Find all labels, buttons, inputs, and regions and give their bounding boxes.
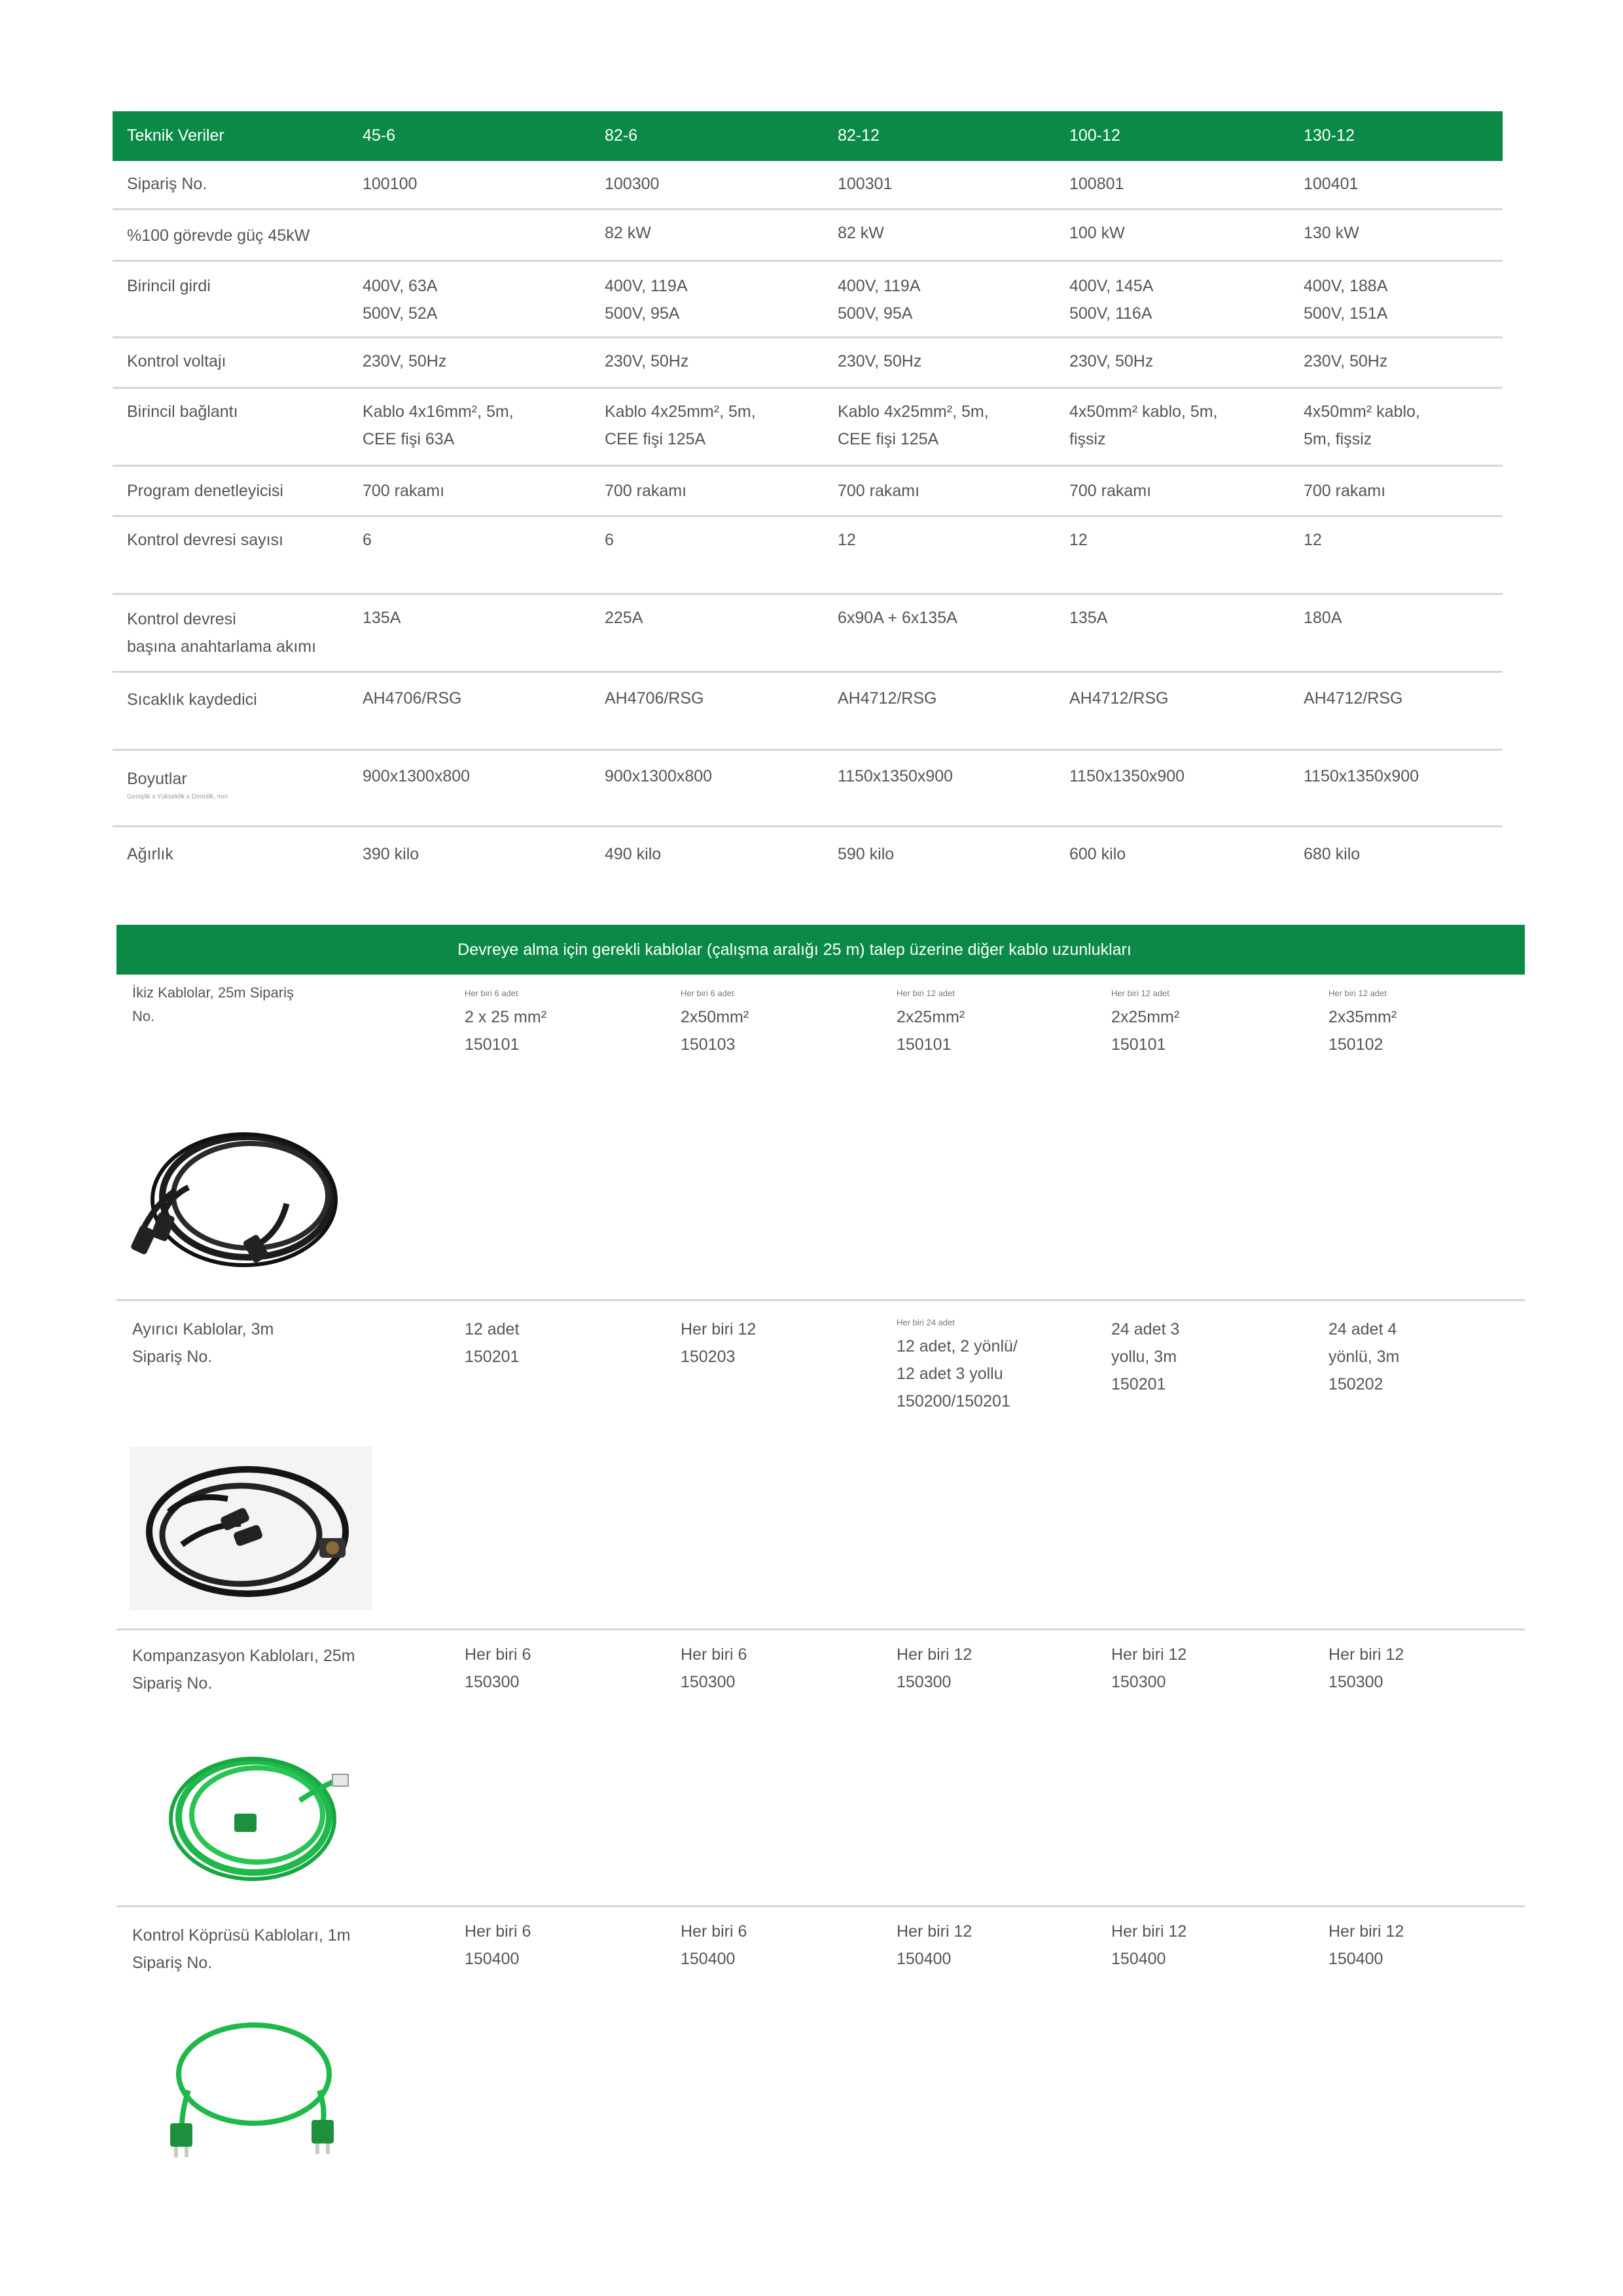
cable-cell: Her biri 6 150400 — [465, 1922, 531, 1968]
green-bridge-cable-icon — [156, 2012, 352, 2169]
row-value: 390 kilo — [363, 845, 419, 863]
row-value: 4x50mm² kablo, 5m, fişsiz — [1304, 403, 1420, 448]
row-value: 600 kilo — [1069, 845, 1126, 863]
cable-cell: Her biri 6 150400 — [681, 1922, 747, 1968]
row-value: 700 rakamı — [838, 482, 920, 500]
table-row — [113, 389, 1503, 467]
tech-header-label: Teknik Veriler — [127, 126, 224, 145]
cable-cell: Her biri 24 adet 12 adet, 2 yönlü/ 12 adet 3 yollu 150200/150201 — [897, 1318, 1018, 1410]
black-splitter-cable-icon — [130, 1446, 372, 1610]
row-value: 700 rakamı — [605, 482, 687, 500]
table-row — [116, 1301, 1525, 1630]
row-value: 230V, 50Hz — [605, 352, 689, 370]
row-label: %100 görevde güç 45kW — [127, 226, 310, 245]
cable-cell: Her biri 12 150400 — [897, 1922, 972, 1968]
table-row — [113, 751, 1503, 827]
table-row — [113, 338, 1503, 389]
table-row — [113, 467, 1503, 517]
row-label: Sıcaklık kaydedici — [127, 691, 257, 709]
table-row — [113, 262, 1503, 338]
row-value: 100301 — [838, 175, 893, 193]
tech-header-model: 82-12 — [838, 126, 880, 145]
row-value: 700 rakamı — [1304, 482, 1386, 500]
cable-cell: Her biri 6 150300 — [681, 1645, 747, 1691]
technical-data-table — [113, 111, 1503, 884]
row-value: AH4706/RSG — [363, 689, 462, 708]
row-value: 100 kW — [1069, 224, 1125, 242]
row-value: 6x90A + 6x135A — [838, 609, 957, 627]
row-value: 135A — [1069, 609, 1108, 627]
row-value: 400V, 188A 500V, 151A — [1304, 277, 1388, 323]
row-label: İkiz Kablolar, 25m Sipariş No. — [132, 984, 294, 1024]
row-value: 400V, 63A 500V, 52A — [363, 277, 438, 323]
cable-cell: Her biri 12 150203 — [681, 1320, 757, 1366]
row-value: 490 kilo — [605, 845, 662, 863]
cable-cell: 24 adet 4 yönlü, 3m 150202 — [1329, 1320, 1400, 1393]
row-label: Kontrol voltajı — [127, 352, 226, 370]
row-value: 135A — [363, 609, 401, 627]
row-value: 680 kilo — [1304, 845, 1361, 863]
tech-header-model: 45-6 — [363, 126, 396, 145]
table-row — [113, 517, 1503, 595]
row-value: 900x1300x800 — [363, 767, 471, 785]
row-value: Kablo 4x25mm², 5m, CEE fişi 125A — [605, 403, 756, 448]
tech-header-model: 100-12 — [1069, 126, 1120, 145]
row-value: 230V, 50Hz — [363, 352, 447, 370]
row-value: 590 kilo — [838, 845, 895, 863]
row-value: AH4712/RSG — [838, 689, 937, 708]
cable-cell: Her biri 12 150300 — [897, 1645, 972, 1691]
table-row — [113, 161, 1503, 210]
row-label: Kontrol devresi sayısı — [127, 531, 283, 549]
cable-cell: 12 adet 150201 — [465, 1320, 520, 1366]
row-value: 12 — [838, 531, 856, 549]
row-label: Ayırıcı Kablolar, 3m Sipariş No. — [132, 1320, 274, 1366]
row-value: 100100 — [363, 175, 418, 193]
row-value: 6 — [363, 531, 372, 549]
row-value: 100300 — [605, 175, 660, 193]
cable-cell: Her biri 12 adet 2x25mm² 150101 — [897, 988, 965, 1054]
row-value: 6 — [605, 531, 614, 549]
cable-cell: Her biri 12 150300 — [1329, 1645, 1404, 1691]
row-value: 4x50mm² kablo, 5m, fişsiz — [1069, 403, 1218, 448]
row-value: 1150x1350x900 — [1069, 767, 1185, 785]
cable-cell: Her biri 6 150300 — [465, 1645, 531, 1691]
tech-header-model: 82-6 — [605, 126, 638, 145]
row-label: Kompanzasyon Kabloları, 25m Sipariş No. — [132, 1647, 355, 1693]
row-label: Kontrol Köprüsü Kabloları, 1m Sipariş No. — [132, 1926, 351, 1972]
cable-cell: Her biri 12 150400 — [1329, 1922, 1404, 1968]
row-value: 12 — [1304, 531, 1322, 549]
table-row — [113, 673, 1503, 751]
row-value: 400V, 119A 500V, 95A — [605, 277, 688, 323]
row-value: 100401 — [1304, 175, 1359, 193]
row-value: 82 kW — [605, 224, 651, 242]
row-value: 1150x1350x900 — [1304, 767, 1419, 785]
row-value: 100801 — [1069, 175, 1124, 193]
row-value: 230V, 50Hz — [1304, 352, 1388, 370]
row-value: 180A — [1304, 609, 1342, 627]
row-value: 82 kW — [838, 224, 884, 242]
tech-header-model: 130-12 — [1304, 126, 1355, 145]
cable-cell: Her biri 12 adet 2x35mm² 150102 — [1329, 988, 1397, 1054]
row-value: 130 kW — [1304, 224, 1359, 242]
row-value: AH4706/RSG — [605, 689, 704, 708]
cable-cell: 24 adet 3 yollu, 3m 150201 — [1111, 1320, 1180, 1393]
row-value: 230V, 50Hz — [1069, 352, 1154, 370]
row-value: 700 rakamı — [1069, 482, 1152, 500]
black-twin-cable-icon — [130, 1119, 352, 1276]
tech-header-row — [113, 111, 1503, 161]
table-row — [113, 595, 1503, 673]
cable-cell: Her biri 6 adet 2 x 25 mm² 150101 — [465, 988, 547, 1054]
cable-cell: Her biri 12 150400 — [1111, 1922, 1187, 1968]
row-value: 400V, 119A 500V, 95A — [838, 277, 921, 323]
row-value: AH4712/RSG — [1069, 689, 1169, 708]
row-label: Ağırlık — [127, 845, 173, 863]
table-row — [116, 1630, 1525, 1907]
row-label: Kontrol devresi başına anahtarlama akımı — [127, 610, 317, 656]
row-value: 900x1300x800 — [605, 767, 713, 785]
cable-cell: Her biri 12 150300 — [1111, 1645, 1187, 1691]
green-compensation-cable-icon — [169, 1742, 365, 1886]
row-value: 230V, 50Hz — [838, 352, 922, 370]
row-value: Kablo 4x25mm², 5m, CEE fişi 125A — [838, 403, 989, 448]
cable-cell: Her biri 12 adet 2x25mm² 150101 — [1111, 988, 1180, 1054]
table-row — [116, 1907, 1525, 2182]
table-row — [116, 975, 1525, 1301]
table-row — [113, 210, 1503, 262]
row-value: Kablo 4x16mm², 5m, CEE fişi 63A — [363, 403, 514, 448]
row-label: Boyutlar Genişlik x Yükseklik x Derinlik, mm — [127, 770, 228, 800]
row-label: Birincil girdi — [127, 277, 211, 295]
cables-table — [116, 925, 1525, 2182]
row-value: 700 rakamı — [363, 482, 445, 500]
row-value: 12 — [1069, 531, 1088, 549]
row-label: Birincil bağlantı — [127, 403, 238, 421]
row-label: Program denetleyicisi — [127, 482, 283, 500]
cable-cell: Her biri 6 adet 2x50mm² 150103 — [681, 988, 749, 1054]
row-value: 225A — [605, 609, 643, 627]
dimensions-sublabel: Genişlik x Yükseklik x Derinlik, mm — [127, 793, 228, 800]
row-value: 1150x1350x900 — [838, 767, 954, 785]
row-value: AH4712/RSG — [1304, 689, 1403, 708]
table-row — [113, 827, 1503, 884]
row-value: 400V, 145A 500V, 116A — [1069, 277, 1154, 323]
cables-header: Devreye alma için gerekli kablolar (çalışma aralığı 25 m) talep üzerine diğer kablo uzunlukları — [116, 925, 1525, 975]
row-label: Sipariş No. — [127, 175, 207, 193]
